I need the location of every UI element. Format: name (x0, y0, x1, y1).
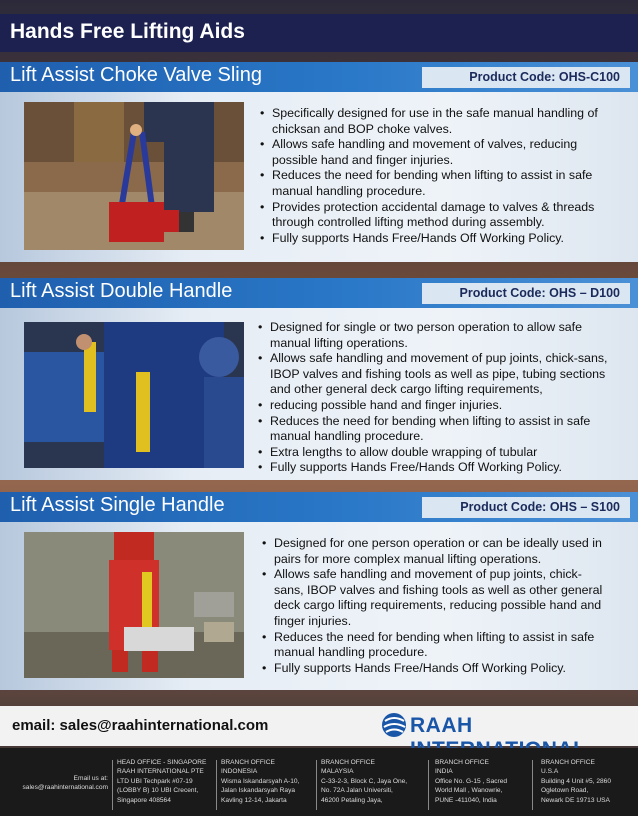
product-panel-double-handle (0, 308, 638, 480)
feature-item: • Provides protection accidental damage to valves & threads through controlled lifting method during assembly. (260, 200, 605, 231)
product-panel-choke-valve-sling (0, 92, 638, 262)
office-line: (LOBBY B) 10 UBI Crecent, (117, 787, 199, 795)
footer-divider (532, 760, 533, 810)
logo-text: RAAH (410, 714, 473, 737)
office-line: INDIA (435, 768, 453, 776)
office-line: PUNE -411040, India (435, 796, 497, 804)
feature-item: • Allows safe handling and movement of valves, reducing possible hand and finger injuries. (260, 137, 605, 168)
office-line: Wisma Iskandarsyah A-10, (221, 777, 300, 785)
feature-item: • Fully supports Hands Free/Hands Off Working Policy. (262, 661, 610, 677)
office-line: 46200 Petaling Jaya, (321, 796, 383, 804)
feature-item: • reducing possible hand and finger injuries. (258, 398, 608, 414)
office-line: BRANCH OFFICE (321, 759, 375, 766)
footer-divider (316, 760, 317, 810)
office-line: No. 72A Jalan Universiti, (321, 787, 393, 795)
feature-item: • Designed for single or two person operation to allow safe manual lifting operations. (258, 320, 608, 351)
feature-list (262, 536, 610, 676)
product-name: Lift Assist Single Handle (10, 494, 225, 516)
double-handle-photo (24, 322, 244, 468)
feature-item: • Reduces the need for bending when lifting to assist in safe manual handling procedure. (260, 168, 605, 199)
feature-item: • Extra lengths to allow double wrapping of tubular (258, 445, 608, 461)
office-indonesia (221, 758, 299, 805)
office-line: INDONESIA (221, 768, 258, 776)
office-line: BRANCH OFFICE (221, 759, 275, 766)
office-line: Office No. G-15 , Sacred (435, 777, 508, 785)
company-logo (380, 710, 630, 742)
office-line: LTD UBI Techpark #07-19 (117, 777, 193, 785)
feature-item: • Allows safe handling and movement of pup joints, chick-sans, IBOP valves and fishing tools as well as other general deck cargo lifting requirements, reducing possible hand and finger injuries. (262, 567, 610, 629)
office-line: U.S.A (541, 768, 559, 776)
office-line: World Mall , Wanowrie, (435, 787, 503, 795)
title-bar (0, 14, 638, 52)
feature-list (260, 106, 605, 246)
footer (0, 748, 638, 816)
product-header-double-handle (0, 278, 638, 308)
feature-item: • Specifically designed for use in the safe manual handling of chicksan and BOP choke valves. (260, 106, 605, 137)
product-header-single-handle (0, 492, 638, 522)
footer-divider (428, 760, 429, 810)
office-line: HEAD OFFICE - SINGAPORE (117, 759, 207, 766)
feature-item: • Reduces the need for bending when lifting to assist in safe manual handling procedure. (262, 630, 610, 661)
office-line: Building 4 Unit #5, 2860 (541, 777, 612, 785)
feature-item: • Fully supports Hands Free/Hands Off Working Policy. (258, 460, 608, 476)
footer-divider (216, 760, 217, 810)
choke-valve-sling-photo (24, 102, 244, 250)
page-title: Hands Free Lifting Aids (10, 20, 245, 43)
product-header-choke-valve-sling (0, 62, 638, 92)
office-line: RAAH INTERNATIONAL PTE (117, 768, 204, 776)
office-line: Kavling 12-14, Jakarta (221, 796, 287, 804)
feature-item: • Reduces the need for bending when lifting to assist in safe manual handling procedure. (258, 414, 608, 445)
product-panel-single-handle (0, 522, 638, 690)
office-line: C-33-2-3, Block C, Jaya One, (321, 777, 408, 785)
footer-email-label: Email us at: (73, 775, 108, 782)
contact-email[interactable]: email: sales@raahinternational.com (12, 717, 269, 734)
office-line: BRANCH OFFICE (435, 759, 489, 766)
feature-item: • Designed for one person operation or can be ideally used in pairs for more complex manual lifting operations. (262, 536, 610, 567)
office-line: MALAYSIA (321, 768, 354, 776)
office-line: Jalan Iskandarsyah Raya (221, 787, 296, 795)
feature-list (258, 320, 608, 476)
office-india (435, 758, 507, 805)
office-singapore (117, 758, 206, 805)
product-name: Lift Assist Double Handle (10, 280, 233, 302)
feature-item: • Fully supports Hands Free/Hands Off Working Policy. (260, 231, 605, 247)
single-handle-photo (24, 532, 244, 678)
product-code: Product Code: OHS – D100 (422, 283, 630, 304)
globe-logo-icon (380, 711, 410, 741)
product-code: Product Code: OHS – S100 (422, 497, 630, 518)
office-usa (541, 758, 611, 805)
footer-divider (112, 760, 113, 810)
office-line: BRANCH OFFICE (541, 759, 595, 766)
product-name: Lift Assist Choke Valve Sling (10, 64, 262, 86)
footer-email-link[interactable]: sales@raahinternational.com (22, 784, 108, 792)
footer-email-block (4, 774, 108, 793)
office-malaysia (321, 758, 407, 805)
office-line: Singapore 408564 (117, 796, 171, 804)
office-line: Newark DE 19713 USA (541, 796, 610, 804)
product-code: Product Code: OHS-C100 (422, 67, 630, 88)
feature-item: • Allows safe handling and movement of pup joints, chick-sans, IBOP valves and fishing tools as well as pipe, tubing sections and other general deck cargo lifting requirements, (258, 351, 608, 398)
office-line: Ogletown Road, (541, 787, 589, 795)
